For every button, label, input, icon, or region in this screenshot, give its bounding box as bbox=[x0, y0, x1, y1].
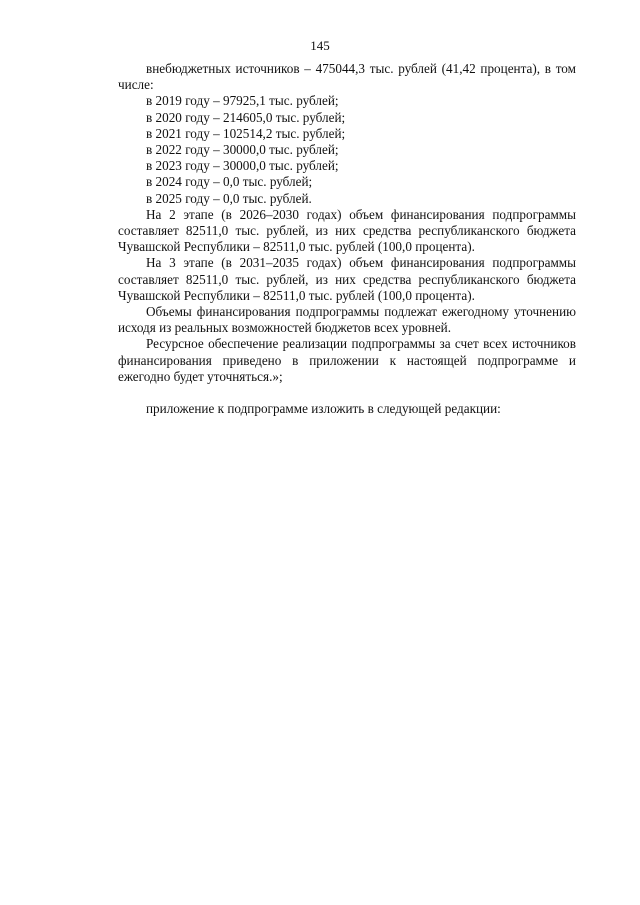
year-item-2022: в 2022 году – 30000,0 тыс. рублей; bbox=[146, 142, 339, 158]
year-item-2023: в 2023 году – 30000,0 тыс. рублей; bbox=[146, 158, 339, 174]
year-item-2025: в 2025 году – 0,0 тыс. рублей. bbox=[146, 190, 312, 206]
appendix-paragraph: приложение к подпрограмме изложить в следующей редакции: bbox=[146, 401, 501, 417]
resource-paragraph: Ресурсное обеспечение реализации подпрограммы за счет всех источников финансирования приведено в приложении к настоящей подпрограмме и ежегодно будет уточняться.»; bbox=[118, 336, 576, 384]
page-number: 145 bbox=[310, 38, 330, 53]
intro-paragraph: внебюджетных источников – 475044,3 тыс. рублей (41,42 процента), в том числе: bbox=[118, 61, 576, 93]
year-item-2021: в 2021 году – 102514,2 тыс. рублей; bbox=[146, 125, 346, 141]
year-item-2024: в 2024 году – 0,0 тыс. рублей; bbox=[146, 174, 313, 190]
stage-2-paragraph: На 2 этапе (в 2026–2030 годах) объем финансирования подпрограммы составляет 82511,0 тыс. рублей, из них средства республиканского бюджета Чувашской Республики – 82511,0 тыс. рублей (100,0 процента). bbox=[118, 206, 576, 255]
stage-3-paragraph: На 3 этапе (в 2031–2035 годах) объем финансирования подпрограммы составляет 82511,0 тыс. рублей, из них средства республиканского бюджета Чувашской Республики – 82511,0 тыс. рублей (100,0 процента). bbox=[118, 255, 576, 303]
annual-update-paragraph: Объемы финансирования подпрограммы подлежат ежегодному уточнению исходя из реальных возможностей бюджетов всех уровней. bbox=[118, 304, 576, 336]
spacer bbox=[118, 385, 576, 401]
year-item-2019: в 2019 году – 97925,1 тыс. рублей; bbox=[146, 93, 339, 109]
document-body bbox=[118, 61, 576, 417]
year-item-2020: в 2020 году – 214605,0 тыс. рублей; bbox=[146, 109, 346, 125]
